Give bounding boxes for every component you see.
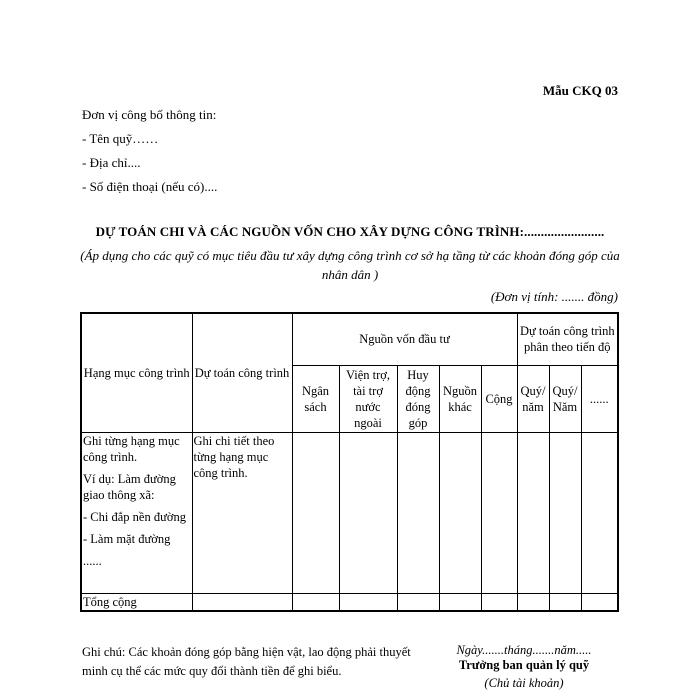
col-header-item: Hạng mục công trình bbox=[81, 313, 192, 432]
item-line: Ví dụ: Làm đường giao thông xã: bbox=[83, 471, 176, 502]
table-cell bbox=[517, 593, 549, 611]
sub-header-aid: Viện trợ, tài trợ nước ngoài bbox=[339, 365, 397, 432]
table-cell bbox=[549, 593, 581, 611]
form-code: Mẫu CKQ 03 bbox=[542, 83, 618, 98]
table-cell bbox=[339, 593, 397, 611]
sub-header-total: Cộng bbox=[481, 365, 517, 432]
table-cell bbox=[549, 432, 581, 593]
item-line: Ghi từng hạng mục công trình. bbox=[83, 433, 180, 464]
table-cell bbox=[339, 432, 397, 593]
address-line: - Địa chỉ.... bbox=[82, 155, 141, 170]
table-cell bbox=[581, 593, 618, 611]
fund-name-line: - Tên quỹ…… bbox=[82, 131, 159, 146]
sub-header-quarter-1: Quý/ năm bbox=[517, 365, 549, 432]
currency-unit: (Đơn vị tính: ....... đồng) bbox=[490, 289, 618, 304]
col-header-estimate: Dự toán công trình bbox=[192, 313, 292, 432]
group-header-sources: Nguồn vốn đầu tư bbox=[292, 313, 517, 365]
estimate-cell: Ghi chi tiết theo từng hạng mục công trình. bbox=[192, 432, 292, 593]
table-cell bbox=[292, 593, 339, 611]
table-cell bbox=[481, 432, 517, 593]
signature-date: Ngày.......tháng.......năm..... bbox=[456, 643, 592, 657]
header-row-top bbox=[81, 313, 618, 365]
item-line: ...... bbox=[83, 553, 102, 568]
table-cell bbox=[517, 432, 549, 593]
sub-header-quarter-2: Quý/ Năm bbox=[549, 365, 581, 432]
phone-line: - Số điện thoại (nếu có).... bbox=[82, 179, 218, 194]
table-cell bbox=[397, 593, 439, 611]
table-cell bbox=[397, 432, 439, 593]
total-label: Tổng cộng bbox=[81, 593, 192, 611]
signer-role: (Chủ tài khoản) bbox=[484, 676, 564, 690]
document-subtitle: (Áp dụng cho các quỹ có mục tiêu đầu tư xây dựng công trình cơ sở hạ tầng từ các khoản đóng góp của nhân dân ) bbox=[80, 248, 620, 282]
total-row bbox=[81, 593, 618, 611]
table-cell bbox=[481, 593, 517, 611]
document-title: DỰ TOÁN CHI VÀ CÁC NGUỒN VỐN CHO XÂY DỰNG CÔNG TRÌNH:........................ bbox=[95, 224, 605, 239]
table-row bbox=[81, 432, 618, 593]
budget-table bbox=[80, 312, 619, 612]
table-cell bbox=[581, 432, 618, 593]
footnote: Ghi chú: Các khoản đóng góp bằng hiện vật, lao động phải thuyết minh cụ thể các mức quy đổi thành tiền để ghi biểu. bbox=[82, 645, 411, 678]
sub-header-budget: Ngân sách bbox=[292, 365, 339, 432]
item-cell bbox=[81, 432, 192, 593]
sub-header-more: ...... bbox=[581, 365, 618, 432]
sub-header-contribution: Huy động đóng góp bbox=[397, 365, 439, 432]
table-cell bbox=[192, 593, 292, 611]
signer-title: Trưởng ban quản lý quỹ bbox=[458, 658, 590, 672]
table-cell bbox=[439, 432, 481, 593]
sub-header-other: Nguồn khác bbox=[439, 365, 481, 432]
item-line: - Làm mặt đường bbox=[83, 531, 171, 546]
item-line: - Chi đắp nền đường bbox=[83, 509, 186, 524]
group-header-schedule: Dự toán công trình phân theo tiến độ bbox=[517, 313, 618, 365]
table-cell bbox=[292, 432, 339, 593]
publisher-heading: Đơn vị công bố thông tin: bbox=[82, 107, 217, 122]
table-cell bbox=[439, 593, 481, 611]
